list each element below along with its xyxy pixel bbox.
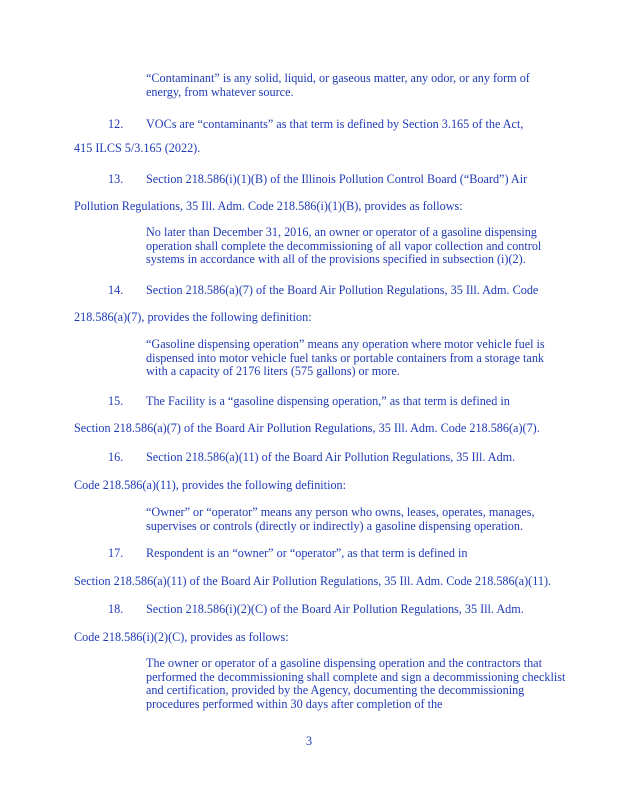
paragraph-number: 12. [108,117,124,131]
quote-gasoline-dispensing-definition: “Gasoline dispensing operation” means any operation where motor vehicle fuel is dispensed into motor vehicle fuel tanks or portable containers from a storage tank with a capacity of 2176 liters (575 gallons) or more. [146,337,545,379]
paragraph-continuation: Code 218.586(a)(11), provides the following definition: [74,478,347,492]
paragraph-text: Section 218.586(a)(7) of the Board Air Pollution Regulations, 35 Ill. Adm. Code [146,283,539,297]
quote-owner-operator-definition: “Owner” or “operator” means any person who owns, leases, operates, manages, supervises or controls (directly or indirectly) a gasoline dispensing operation. [146,505,535,533]
paragraph-text: The Facility is a “gasoline dispensing operation,” as that term is defined in [146,394,510,408]
paragraph-number: 16. [108,450,124,464]
paragraph-text: Respondent is an “owner” or “operator”, as that term is defined in [146,546,468,560]
paragraph-number: 14. [108,283,124,297]
page-number: 3 [305,734,313,748]
paragraph-continuation: Pollution Regulations, 35 Ill. Adm. Code 218.586(i)(1)(B), provides as follows: [74,199,463,213]
paragraph-number: 13. [108,172,124,186]
quote-decommissioning-deadline: No later than December 31, 2016, an owner or operator of a gasoline dispensing operation shall complete the decommissioning of all vapor collection and control systems in accordance with all of the provisions specified in subsection (i)(2). [146,225,542,267]
paragraph-continuation: Code 218.586(i)(2)(C), provides as follows: [74,630,289,644]
paragraph-text: Section 218.586(a)(11) of the Board Air Pollution Regulations, 35 Ill. Adm. [146,450,516,464]
paragraph-continuation: Section 218.586(a)(7) of the Board Air Pollution Regulations, 35 Ill. Adm. Code 218.586(a)(7). [74,421,540,435]
paragraph-continuation: 415 ILCS 5/3.165 (2022). [74,141,201,155]
quote-decommissioning-checklist: The owner or operator of a gasoline dispensing operation and the contractors that performed the decommissioning shall complete and sign a decommissioning checklist and certification, provided by the Agency, documenting the decommissioning procedures performed within 30 days after completion of the [146,656,566,711]
paragraph-continuation: Section 218.586(a)(11) of the Board Air Pollution Regulations, 35 Ill. Adm. Code 218.586(a)(11). [74,574,552,588]
paragraph-text: VOCs are “contaminants” as that term is defined by Section 3.165 of the Act, [146,117,524,131]
paragraph-number: 15. [108,394,124,408]
paragraph-text: Section 218.586(i)(1)(B) of the Illinois Pollution Control Board (“Board”) Air [146,172,528,186]
quote-contaminant-definition: “Contaminant” is any solid, liquid, or gaseous matter, any odor, or any form of energy, from whatever source. [146,71,530,99]
paragraph-number: 18. [108,602,124,616]
paragraph-number: 17. [108,546,124,560]
paragraph-text: Section 218.586(i)(2)(C) of the Board Air Pollution Regulations, 35 Ill. Adm. [146,602,524,616]
paragraph-continuation: 218.586(a)(7), provides the following definition: [74,310,312,324]
